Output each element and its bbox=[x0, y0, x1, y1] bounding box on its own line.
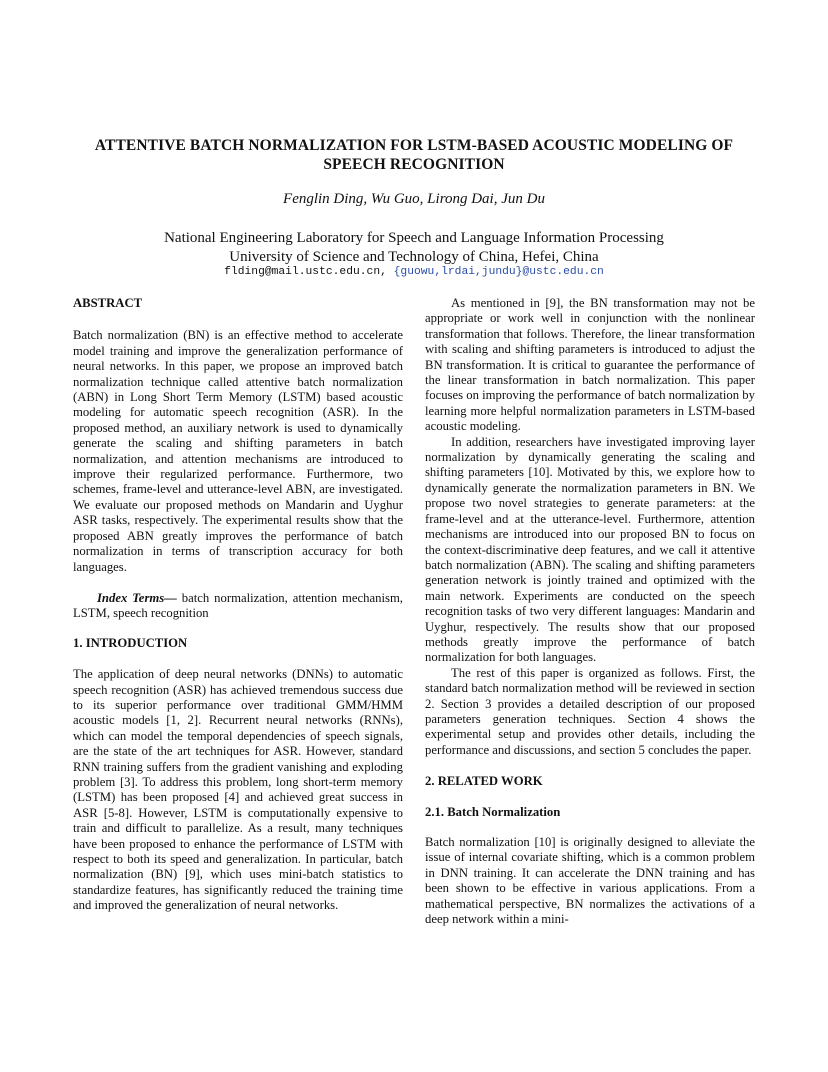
email-group-link[interactable]: {guowu,lrdai,jundu}@ustc.edu.cn bbox=[393, 266, 604, 278]
index-terms-text: batch normalization, attention mechanism, LSTM, speech recognition bbox=[73, 590, 403, 621]
related-work-heading: 2. RELATED WORK bbox=[425, 774, 543, 789]
related-paragraph-1: Batch normalization [10] is originally designed to alleviate the issue of internal covariate shifting, which is a common problem in DNN training. It can accelerate the DNN training and has been shown to be effective in various applications. From a mathematical perspective, BN normalizes the activations of a deep network within a mini- bbox=[425, 835, 755, 927]
author-emails bbox=[0, 266, 828, 278]
title-line-2: SPEECH RECOGNITION bbox=[323, 156, 505, 173]
index-terms bbox=[73, 591, 403, 622]
authors: Fenglin Ding, Wu Guo, Lirong Dai, Jun Du bbox=[283, 191, 545, 207]
title-line-1: ATTENTIVE BATCH NORMALIZATION FOR LSTM-BASED ACOUSTIC MODELING OF bbox=[94, 137, 734, 154]
intro-heading: 1. INTRODUCTION bbox=[73, 635, 188, 650]
paper-title bbox=[60, 136, 768, 174]
abstract-text: Batch normalization (BN) is an effective method to accelerate model training and improve the generalization performance of neural networks. In this paper, we propose an improved batch normalization technique called attentive batch normalization (ABN) in Long Short Term Memory (LSTM) based acoustic modeling for automatic speech recognition (ASR). In the proposed method, an auxiliary network is used to dynamically generate the scaling and shifting parameters in batch normalization, and attention mechanisms are introduced to improve their regularized performance. Furthermore, two schemes, frame-level and utterance-level ABN, are investigated. We evaluate our proposed methods on Mandarin and Uyghur ASR tasks, respectively. The experimental results show that the proposed ABN greatly improves the performance of batch normalization in terms of transcription accuracy for both languages. bbox=[73, 328, 403, 574]
email-primary: flding@mail.ustc.edu.cn, bbox=[224, 266, 394, 278]
right-column bbox=[425, 296, 755, 927]
intro-paragraph-1: The application of deep neural networks (DNNs) to automatic speech recognition (ASR) has achieved tremendous success due to its superior performance over traditional GMM/HMM acoustic models [1, 2]. Recurrent neural networks (RNNs), which can model the temporal dependencies of speech signals, are the state of the art techniques for ASR. However, standard RNN training suffers from the gradient vanishing and exploding problem [3]. To address this problem, long short-term memory (LSTM) has been proposed [4] and achieved great success in ASR [5-8]. However, LSTM is computationally expensive to train and difficult to parallelize. As a result, many techniques have been proposed to enhance the performance of LSTM with respect to both its speed and generalization. In particular, batch normalization (BN) [9], which uses mini-batch statistics to standardize features, has significantly reduced the training time and improved the generalization of neural networks. bbox=[73, 667, 403, 913]
intro-paragraph-3: In addition, researchers have investigated improving layer normalization by dynamically generating the scaling and shifting parameters [10]. Motivated by this, we explore how to dynamically generate the normalization parameters in BN. We propose two novel strategies to generate parameters: at the frame-level and at the utterance-level. Furthermore, attention mechanisms are introduced into our proposed BN to focus on the context-discriminative deep features, and we call it attentive batch normalization (ABN). The scaling and shifting parameters generation network is jointly trained and optimized with the main network. Experiments are conducted on the speech recognition tasks of two very different languages: Mandarin and Uyghur, respectively. The results show that our proposed methods greatly improve the performance of batch normalization for both languages. bbox=[425, 434, 755, 665]
affiliation-line-2: University of Science and Technology of China, Hefei, China bbox=[229, 249, 599, 265]
index-terms-label: Index Terms— bbox=[97, 590, 177, 605]
batch-norm-subheading: 2.1. Batch Normalization bbox=[425, 804, 561, 819]
intro-paragraph-2: As mentioned in [9], the BN transformation may not be appropriate or work well in conjunction with the nonlinear transformation that follows. Therefore, the linear transformation with scaling and shifting parameters is introduced to adjust the BN transformation. It is critical to guarantee the performance of the linear transformation in batch normalization. This paper focuses on improving the performance of batch normalization by learning more helpful normalization parameters in LSTM-based acoustic modeling. bbox=[425, 296, 755, 434]
abstract-heading: ABSTRACT bbox=[73, 296, 143, 310]
intro-paragraph-4: The rest of this paper is organized as follows. First, the standard batch normalization method will be reviewed in section 2. Section 3 provides a detailed description of our proposed parameters generation techniques. Section 4 shows the experimental setup and provides other details, including the performance and discussions, and section 5 concludes the paper. bbox=[425, 665, 755, 757]
left-column bbox=[73, 296, 403, 914]
affiliation bbox=[0, 229, 828, 267]
affiliation-line-1: National Engineering Laboratory for Speech and Language Information Processing bbox=[164, 230, 664, 246]
